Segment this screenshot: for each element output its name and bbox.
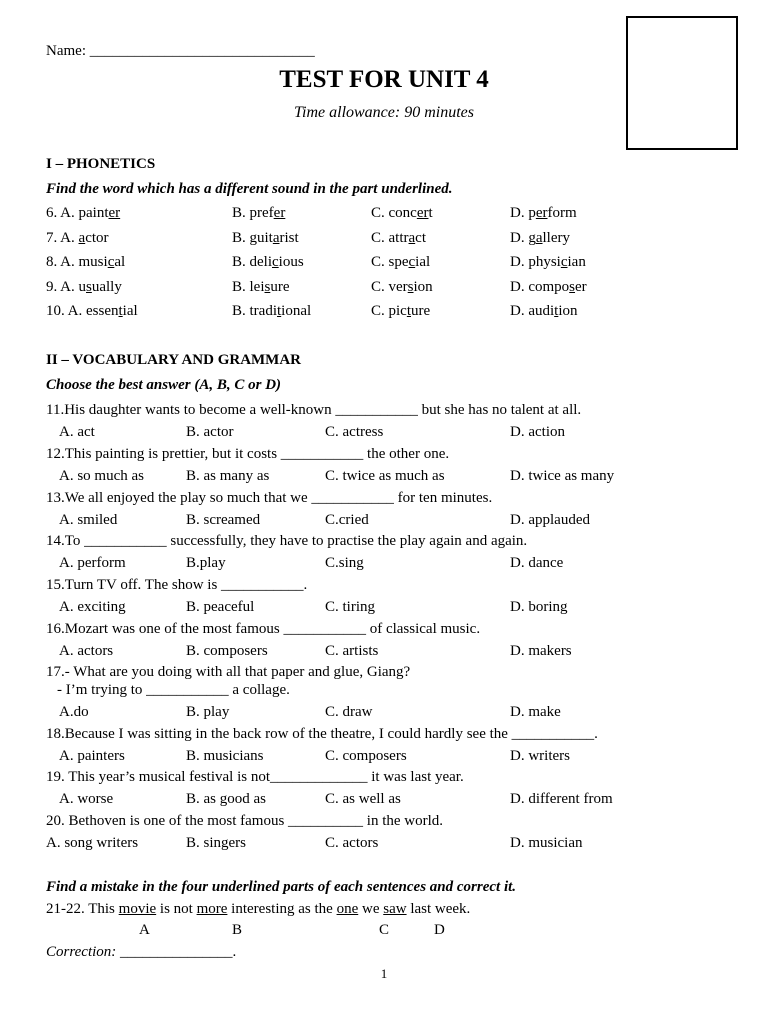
phonetics-row [46, 230, 706, 252]
answer-option[interactable]: A. perform [59, 555, 126, 571]
phonetics-option[interactable]: B. leisure [232, 279, 290, 295]
correction-blank[interactable]: _______________. [116, 944, 237, 960]
answer-option[interactable]: D. twice as many [510, 468, 615, 484]
answer-option[interactable]: C.cried [325, 512, 369, 528]
correction-label: Correction: [46, 944, 117, 960]
answer-options [46, 748, 706, 768]
section-heading-phonetics: I – PHONETICS [46, 156, 156, 172]
phonetics-option[interactable]: B. delicious [232, 254, 304, 270]
answer-options [46, 704, 706, 724]
name-field[interactable] [46, 43, 315, 60]
q21-text-mid2: interesting as the [227, 901, 337, 917]
question-text: 18.Because I was sitting in the back row of the theatre, I could hardly see the ___________. [46, 726, 598, 742]
underlined-part-a: movie [118, 901, 157, 917]
underlined-part-c: one [336, 901, 359, 917]
phonetics-option[interactable]: D. physician [510, 254, 586, 270]
letter-d: D [434, 922, 445, 938]
answer-option[interactable]: B.play [186, 555, 226, 571]
answer-option[interactable]: C.sing [325, 555, 364, 571]
answer-options [46, 468, 706, 488]
answer-option[interactable]: B. singers [186, 835, 246, 851]
answer-options [46, 643, 706, 663]
answer-option[interactable]: A.do [59, 704, 89, 720]
phonetics-instruction: Find the word which has a different sound in the part underlined. [46, 181, 453, 197]
question-text: 11.His daughter wants to become a well-known ___________ but she has no talent at all. [46, 402, 582, 418]
answer-option[interactable]: B. as good as [186, 791, 266, 807]
phonetics-option[interactable]: 10. A. essential [46, 303, 138, 319]
phonetics-row [46, 303, 706, 325]
phonetics-row [46, 279, 706, 301]
answer-option[interactable]: A. exciting [59, 599, 126, 615]
underlined-part-d: saw [383, 901, 407, 917]
question-text: 15.Turn TV off. The show is ___________. [46, 577, 308, 593]
phonetics-option[interactable]: 8. A. musical [46, 254, 126, 270]
question-text: 14.To ___________ successfully, they have to practise the play again and again. [46, 533, 528, 549]
answer-option[interactable]: B. as many as [186, 468, 270, 484]
phonetics-option[interactable]: D. audition [510, 303, 578, 319]
answer-option[interactable]: A. painters [59, 748, 125, 764]
answer-option[interactable]: D. boring [510, 599, 568, 615]
phonetics-option[interactable]: D. gallery [510, 230, 571, 246]
time-allowance: Time allowance: 90 minutes [294, 104, 474, 121]
answer-option[interactable]: B. screamed [186, 512, 261, 528]
answer-option[interactable]: C. tiring [325, 599, 376, 615]
answer-option[interactable]: B. musicians [186, 748, 264, 764]
phonetics-option[interactable]: 6. A. painter [46, 205, 121, 221]
answer-option[interactable]: A. act [59, 424, 95, 440]
phonetics-option[interactable]: C. special [371, 254, 431, 270]
phonetics-option[interactable]: C. attract [371, 230, 426, 246]
vocabulary-instruction: Choose the best answer (A, B, C or D) [46, 377, 282, 393]
answer-option[interactable]: C. twice as much as [325, 468, 445, 484]
section-heading-vocabulary: II – VOCABULARY AND GRAMMAR [46, 352, 302, 368]
question-text-line2: - I’m trying to ___________ a collage. [57, 682, 290, 698]
q21-text-mid1: is not [156, 901, 197, 917]
letter-c: C [379, 922, 390, 938]
letter-b: B [232, 922, 243, 938]
question-text: 13.We all enjoyed the play so much that we ___________ for ten minutes. [46, 490, 493, 506]
answer-option[interactable]: C. actors [325, 835, 379, 851]
answer-option[interactable]: B. peaceful [186, 599, 255, 615]
answer-option[interactable]: C. actress [325, 424, 384, 440]
phonetics-option[interactable]: D. composer [510, 279, 587, 295]
phonetics-option[interactable]: B. prefer [232, 205, 286, 221]
correction-line[interactable] [46, 944, 236, 961]
phonetics-option[interactable]: C. version [371, 279, 433, 295]
answer-option[interactable]: B. composers [186, 643, 268, 659]
answer-option[interactable]: A. song writers [46, 835, 139, 851]
underlined-part-b: more [196, 901, 228, 917]
question-text: 19. This year’s musical festival is not_____________ it was last year. [46, 769, 464, 785]
answer-option[interactable]: A. worse [59, 791, 114, 807]
name-blank[interactable]: ______________________________ [89, 43, 315, 59]
answer-option[interactable]: C. artists [325, 643, 379, 659]
underline-letters [0, 922, 768, 942]
answer-option[interactable]: A. actors [59, 643, 114, 659]
phonetics-option[interactable]: C. concert [371, 205, 433, 221]
answer-option[interactable]: A. smiled [59, 512, 118, 528]
question-text: 16.Mozart was one of the most famous ___________ of classical music. [46, 621, 481, 637]
phonetics-option[interactable]: D. perform [510, 205, 577, 221]
mistake-instruction: Find a mistake in the four underlined parts of each sentences and correct it. [46, 879, 517, 895]
phonetics-row [46, 254, 706, 276]
answer-options [46, 555, 706, 575]
page-number: 1 [380, 966, 388, 981]
answer-option[interactable]: D. different from [510, 791, 613, 807]
letter-a: A [139, 922, 150, 938]
answer-options [46, 512, 706, 532]
answer-options [46, 835, 706, 855]
answer-option[interactable]: C. composers [325, 748, 407, 764]
phonetics-option[interactable]: B. traditional [232, 303, 312, 319]
answer-option[interactable]: D. dance [510, 555, 564, 571]
phonetics-option[interactable]: 9. A. usually [46, 279, 122, 295]
question-21-22 [46, 901, 470, 918]
q21-text-start: 21-22. This [46, 901, 119, 917]
question-text: 20. Bethoven is one of the most famous __________ in the world. [46, 813, 444, 829]
phonetics-option[interactable]: C. picture [371, 303, 431, 319]
answer-option[interactable]: D. applauded [510, 512, 590, 528]
question-text: 12.This painting is prettier, but it costs ___________ the other one. [46, 446, 450, 462]
answer-option[interactable]: D. action [510, 424, 565, 440]
page-title: TEST FOR UNIT 4 [279, 66, 489, 93]
answer-option[interactable]: D. writers [510, 748, 570, 764]
answer-option[interactable]: B. play [186, 704, 230, 720]
answer-option[interactable]: D. makers [510, 643, 572, 659]
answer-option[interactable]: B. actor [186, 424, 234, 440]
phonetics-option[interactable]: B. guitarist [232, 230, 299, 246]
q21-text-mid3: we [358, 901, 384, 917]
name-label: Name: [46, 43, 90, 59]
q21-text-end: last week. [406, 901, 471, 917]
question-text: 17.- What are you doing with all that paper and glue, Giang? [46, 664, 411, 680]
answer-options [46, 791, 706, 811]
answer-options [46, 424, 706, 444]
phonetics-row [46, 205, 706, 227]
answer-option[interactable]: D. musician [510, 835, 583, 851]
answer-option[interactable]: C. draw [325, 704, 373, 720]
answer-option[interactable]: C. as well as [325, 791, 401, 807]
phonetics-option[interactable]: 7. A. actor [46, 230, 109, 246]
answer-options [46, 599, 706, 619]
answer-option[interactable]: D. make [510, 704, 561, 720]
answer-option[interactable]: A. so much as [59, 468, 144, 484]
